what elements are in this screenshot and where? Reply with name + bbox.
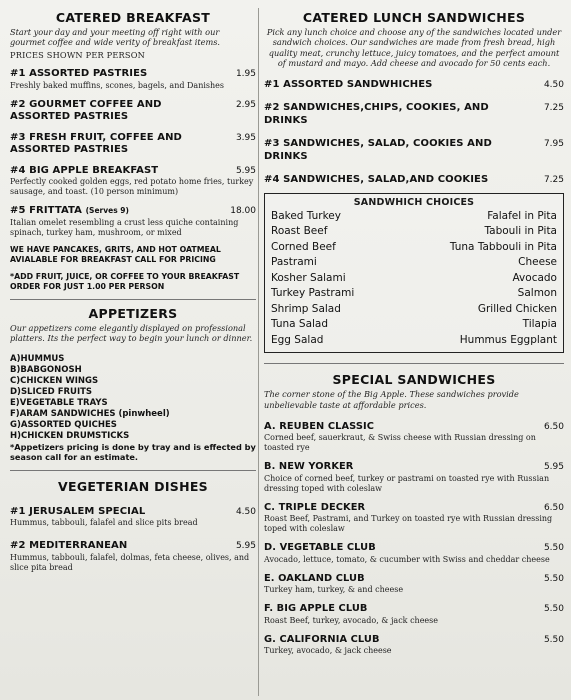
choice-item: Tabouli in Pita [484,225,557,238]
choice-item: Cheese [518,256,557,269]
lunch-item [264,138,564,163]
lunch-section [264,10,564,353]
vegetarian-item [10,506,256,529]
item-desc: Avocado, lettuce, tomato, & cucumber with Swiss and cheddar cheese [264,554,550,564]
item-desc: Hummus, tabbouli, falafel and slice pits bread [10,518,198,528]
special-item [264,603,564,626]
item-name: #4 BIG APPLE BREAKFAST [10,164,159,176]
breakfast-item [10,68,256,91]
list-item: A)HUMMUS [10,353,65,364]
list-item: D)SLICED FRUITS [10,386,93,397]
item-price: 4.50 [235,506,256,517]
item-desc: Roast Beef, Pastrami, and Turkey on toasted rye with Russian dressing toped with coleslaw [264,514,553,534]
choice-item: Pastrami [271,256,317,269]
special-item [264,461,564,494]
list-item: H)CHICKEN DRUMSTICKS [10,430,130,441]
choice-item: Baked Turkey [271,209,341,222]
left-column [10,10,256,573]
list-item: B)BABGONOSH [10,364,82,375]
item-desc: Italian omelet resembling a crust less quiche containing spinach, turkey ham, mushroom, or mixed [10,217,239,237]
appetizers-note: *Appetizers pricing is done by tray and is effected by season call for an estimate. [10,441,256,462]
item-name: C. TRIPLE DECKER [264,501,366,513]
item-desc: Corned beef, sauerkraut, & Swiss cheese with Russian dressing on toasted rye [264,433,536,453]
special-item [264,421,564,454]
special-intro: The corner stone of the Big Apple. These sandwiches provide unbelievable taste at affordable prices. [264,389,519,410]
item-price: 2.95 [235,99,256,110]
lunch-item [264,79,564,92]
section-divider [10,470,256,471]
special-item [264,634,564,657]
choice-item: Avocado [512,271,557,284]
choice-item: Tilapia [522,318,557,331]
choice-item: Kosher Salami [271,271,346,284]
item-desc: Roast Beef, turkey, avocado, & jack cheese [264,615,439,625]
item-price: 7.95 [543,139,564,150]
item-name: #3 SANDWICHES, SALAD, COOKIES AND DRINKS [264,138,492,162]
item-desc: Perfectly cooked golden eggs, red potato home fries, turkey sausage, and toast. (10 person minimum) [10,177,254,197]
choice-item: Turkey Pastrami [271,287,355,300]
breakfast-item [10,99,256,124]
special-item [264,542,564,565]
item-price: 3.95 [235,132,256,143]
breakfast-section [10,10,256,292]
breakfast-note-addons: *ADD FRUIT, JUICE, OR COFFEE TO YOUR BREAKFAST ORDER FOR JUST 1.00 PER PERSON [10,271,240,291]
item-name: F. BIG APPLE CLUB [264,603,368,615]
breakfast-note-pancakes: WE HAVE PANCAKES, GRITS, AND HOT OATMEAL AVIALABLE FOR BREAKFAST CALL FOR PRICING [10,244,221,264]
item-name: #1 ASSORTED SANDWHICHES [264,78,433,90]
special-section [264,372,564,656]
choice-item: Corned Beef [271,240,336,253]
item-name: #2 MEDITERRANEAN [10,540,128,552]
special-item [264,573,564,596]
item-name-serves: (Serves 9) [85,206,129,216]
appetizers-intro: Our appetizers come elegantly displayed on professional platters. Its the perfect way to begin your lunch or dinner. [10,322,253,344]
choice-item: Tuna Salad [271,318,329,331]
item-name: B. NEW YORKER [264,461,354,473]
choice-item: Falafel in Pita [487,209,557,222]
choice-item: Salmon [517,287,557,300]
list-item: F)ARAM SANDWICHES (pinwheel) [10,408,170,419]
item-price: 6.50 [543,421,564,432]
item-name: D. VEGETABLE CLUB [264,542,376,554]
lunch-item [264,102,564,127]
item-name: #1 JERUSALEM SPECIAL [10,505,146,517]
item-price: 5.95 [235,541,256,552]
choice-item: Hummus Eggplant [459,333,557,346]
vegetarian-item [10,540,256,573]
list-item: C)CHICKEN WINGS [10,375,99,386]
appetizers-title: APPETIZERS [88,305,178,321]
item-name: G. CALIFORNIA CLUB [264,633,380,645]
item-desc: Turkey ham, turkey, & and cheese [264,585,404,595]
choice-item: Tuna Tabbouli in Pita [449,240,557,253]
item-desc: Turkey, avocado, & jack cheese [264,646,392,656]
right-column [264,10,564,656]
item-name-main: #5 FRITTATA [10,205,83,217]
appetizers-list [10,354,256,462]
item-name: E. OAKLAND CLUB [264,572,365,584]
breakfast-item [10,165,256,198]
section-divider [10,299,256,300]
item-name: #3 FRESH FRUIT, COFFEE AND ASSORTED PASTRIES [10,131,182,156]
item-price: 5.50 [543,604,564,615]
choice-item: Roast Beef [271,225,328,238]
item-price: 5.50 [543,543,564,554]
item-price: 5.95 [543,462,564,473]
special-title: SPECIAL SANDWICHES [332,372,496,388]
item-price: 7.25 [543,103,564,114]
item-price: 5.95 [235,165,256,176]
sandwich-choices-title: SANDWHICH CHOICES [353,196,475,208]
item-price: 7.25 [543,175,564,186]
appetizers-section [10,306,256,462]
item-name: #1 ASSORTED PASTRIES [10,68,148,80]
choice-item: Grilled Chicken [477,302,557,315]
column-divider [258,8,259,696]
item-name: #2 GOURMET COFFEE AND ASSORTED PASTRIES [10,98,162,123]
sandwich-choices-grid [271,209,557,349]
breakfast-intro: Start your day and your meeting off right with our gourmet coffee and wide verity of breakfast items. [10,27,221,48]
item-desc: Hummus, tabbouli, falafel, dolmas, feta cheese, olives, and slice pita bread [10,552,250,572]
lunch-item [264,174,564,187]
section-divider [264,363,564,364]
item-price: 5.50 [543,573,564,584]
vegetarian-section [10,479,256,573]
list-item: G)ASSORTED QUICHES [10,419,117,430]
item-name: #2 SANDWICHES,CHIPS, COOKIES, AND DRINKS [264,102,489,126]
item-price: 6.50 [543,502,564,513]
item-desc: Choice of corned beef, turkey or pastrami on toasted rye with Russian dressing toped with coleslaw [264,473,550,493]
breakfast-item [10,205,256,238]
special-item [264,502,564,535]
item-name [10,205,256,218]
list-item: E)VEGETABLE TRAYS [10,397,108,408]
item-name: #4 SANDWICHES, SALAD,AND COOKIES [264,174,489,186]
item-price: 4.50 [543,79,564,90]
item-price: 18.00 [230,206,256,217]
choice-item: Egg Salad [271,333,324,346]
breakfast-item [10,132,256,157]
item-desc: Freshly baked muffins, scones, bagels, and Danishes [10,80,225,90]
lunch-title: CATERED LUNCH SANDWICHES [302,10,526,25]
item-price: 1.95 [235,69,256,80]
choice-item: Shrimp Salad [271,302,341,315]
breakfast-prices-note: PRICES SHOWN PER PERSON [10,49,145,60]
item-price: 5.50 [543,634,564,645]
breakfast-title: CATERED BREAKFAST [55,10,211,25]
item-name: A. REUBEN CLASSIC [264,420,375,432]
lunch-intro: Pick any lunch choice and choose any of the sandwiches located under sandwich choices. Our sandwiches are made from fresh bread, high quality meat, crunchy lettuce, juicy tomatoes, and the perfect amount of mustard and mayo. Add cheese and avocado for 50 cents each. [266,27,562,69]
vegetarian-title: VEGETERIAN DISHES [58,478,208,494]
sandwich-choices-box [264,193,564,354]
